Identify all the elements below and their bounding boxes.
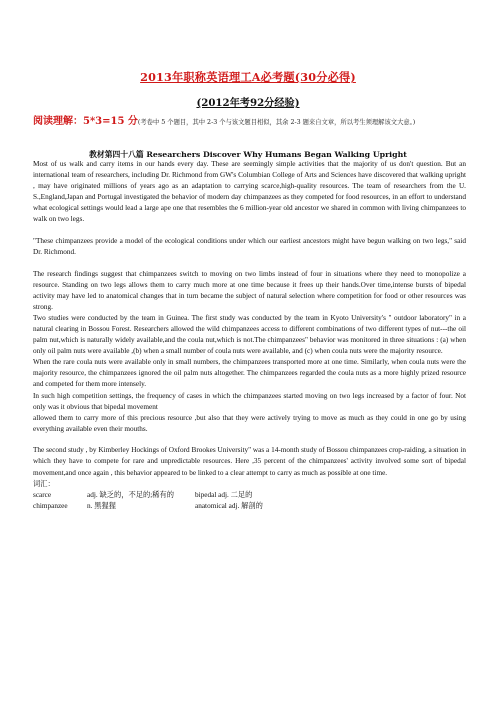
vocabulary-section <box>33 479 466 512</box>
section-note: (考卷中 5 个题目，其中 2-3 个与该文题目相似，其余 2-3 题来自文章，所以考生须理解该文大意。) <box>137 119 416 126</box>
paragraph: In such high competition settings, the frequency of cases in which the chimpanzees started moving on two legs increased by a factor of four. Not only was it obvious that bipedal movement <box>33 391 466 411</box>
vocabulary-label: 词汇： <box>33 479 55 488</box>
document-title: 2013年职称英语理工A必考题(30分必得) <box>140 70 356 84</box>
vocab-definition: 解剖的 <box>241 501 263 510</box>
section-intro <box>33 117 466 129</box>
vocabulary-row <box>33 490 466 501</box>
vocab-definition: n. 黑猩猩 <box>87 501 117 510</box>
paragraph: When the rare coula nuts were available only in small numbers, the chimpanzees transported more at one time. Similarly, when coula nuts were the majority resource, the chimpanzees ignored the oil palm nuts altogether. The chimpanzees regarded the coula nuts as a more highly prized resource and competed for them more intensely. <box>33 358 466 389</box>
vocab-word: scarce <box>33 490 52 499</box>
vocab-word: bipedal adj. <box>195 490 229 499</box>
article-body <box>33 159 466 512</box>
paragraph: Most of us walk and carry items in our hands every day. These are seemingly simple activities that the majority of us don't question. But an international team of researchers, including Dr. Richmond from GW's Columbian College of Arts and Sciences have discovered that walking upright , may have originated millions of years ago as an adaptation to carrying scarce,high-quality resources. The team of researchers from the U. S.,England,Japan and Portugal investigated the behavior of modern day chimpanzees as they competed for food resources, in an effort to understand what ecological settings would lead a large ape one that resembles the 6 million-year old ancestor we shared in common with living chimpanzees to walk on two legs. <box>33 160 466 224</box>
vocab-definition: 二足的 <box>230 490 253 499</box>
document-subtitle: (2012年考92分经验) <box>196 97 300 109</box>
paragraph: The second study , by Kimberley Hockings of Oxford Brookes University" was a 14-month study of Bossou chimpanzees crop-raiding, a situation in which they have to compete for rare and unpredictable resources. Here ,35 percent of the chimpanzees' activity involved some sort of bipedal movement,and once again , this behavior appeared to be linked to a clear attempt to carry as much as possible at one time. <box>33 446 466 477</box>
vocab-word: anatomical adj. <box>195 501 240 510</box>
paragraph: The research findings suggest that chimpanzees switch to moving on two limbs instead of four in situations where they need to monopolize a resource. Standing on two legs allows them to carry much more at one time because it frees up their hands.Over time,intense bursts of bipedal activity may have led to anatomical changes that in turn became the subject of natural selection where competition for food or other resources was strong. <box>33 269 466 311</box>
vocabulary-row <box>33 501 466 512</box>
article-heading: 教材第四十八篇 Researchers Discover Why Humans Began Walking Upright <box>89 150 407 159</box>
vocab-definition: adj. 缺乏的，不足的;稀有的 <box>87 490 174 499</box>
paragraph: "These chimpanzees provide a model of the ecological conditions under which our earliest ancestors might have begun walking on two legs," said Dr. Richmond. <box>33 236 466 257</box>
vocab-word: chimpanzee <box>33 501 68 510</box>
paragraph: allowed them to carry more of this precious resource ,but also that they were actively trying to move as much as they could in one go by using everything available even their mouths. <box>33 413 466 433</box>
paragraph: Two studies were conducted by the team in Guinea. The first study was conducted by the team in Kyoto University's " outdoor laboratory" in a natural clearing in Bossou Forest. Researchers allowed the wild chimpanzees access to different combinations of two different types of nut---the oil palm nut,which is naturally widely available,and the coula nut,which is not.The chimpanzees" behavior was monitored in three situations : (a) when only oil palm nuts were available ,(b) when a small number of coula nuts were available, and (c) when coula nuts were the majority resource. <box>33 313 466 356</box>
section-lead: 阅读理解：5*3=15 分 <box>33 116 138 127</box>
